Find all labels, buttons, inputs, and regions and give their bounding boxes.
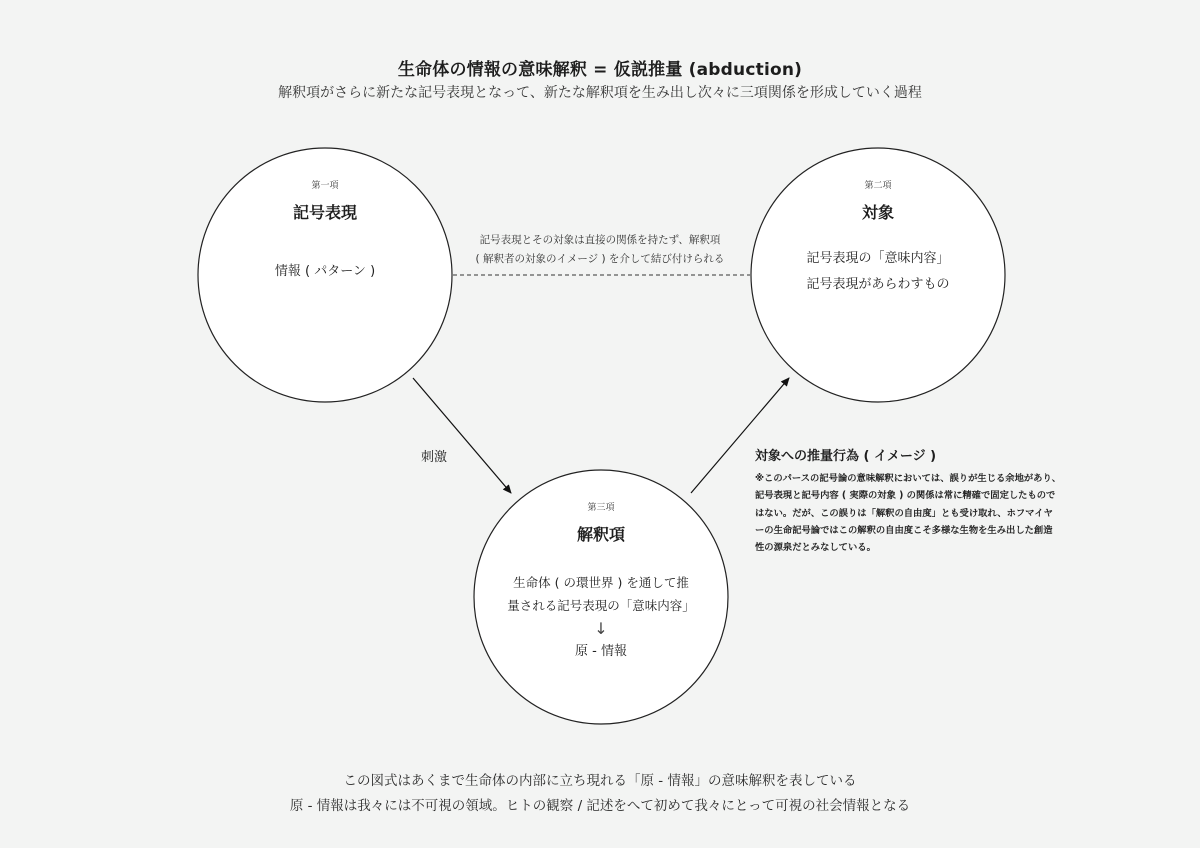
second-term-text: [778, 178, 978, 298]
third-term-number: 第三項: [587, 503, 615, 513]
third-term-body-line1: 生命体 ( の環世界 ) を通して推: [513, 575, 689, 590]
first-term-name: 記号表現: [292, 203, 357, 222]
third-term-result: 原 - 情報: [575, 644, 627, 659]
inference-note: ※このパースの記号論の意味解釈においては、誤りが生じる余地があり、 記号表現と記号内容 ( 実際の対象 ) の関係は常に精確で固定したもので はない。だが、この誤りは「解釈の自由度」とも受け取れ、ホフマイヤ ーの生命記号論ではこの解釈の自由度こそ多様な生物を生み出した創造 性の源泉だとみなしている。: [755, 473, 1062, 554]
first-term-text: [225, 178, 425, 285]
down-arrow-icon: ↓: [594, 619, 608, 638]
footer-line-2: 原 - 情報は我々には不可視の領域。ヒトの観察 / 記述をへて初めて我々にとって可視の社会情報となる: [289, 798, 911, 814]
first-second-link-line1: 記号表現とその対象は直接の関係を持たず、解釈項: [479, 234, 721, 246]
second-term-body-line1: 記号表現の「意味内容」: [806, 251, 950, 266]
first-second-link-label: [455, 231, 745, 269]
diagram-subtitle: 解釈項がさらに新たな記号表現となって、新たな解釈項を生み出し次々に三項関係を形成していく過程: [278, 85, 922, 101]
third-term-name: 解釈項: [576, 525, 625, 544]
second-term-name: 対象: [861, 203, 894, 222]
third-term-body-line2: 量される記号表現の「意味内容」: [507, 598, 695, 613]
first-term-body: 情報 ( パターン ): [274, 264, 376, 279]
first-second-link-line2: ( 解釈者の対象のイメージ ) を介して結び付けられる: [475, 253, 725, 265]
diagram-title: 生命体の情報の意味解釈 = 仮説推量 (abduction): [397, 60, 803, 80]
footer-line-1: この図式はあくまで生命体の内部に立ち現れる「原 - 情報」の意味解釈を表している: [343, 773, 857, 789]
stimulus-label: 刺激: [420, 450, 447, 465]
second-term-number: 第二項: [864, 181, 892, 191]
first-term-number: 第一項: [311, 181, 339, 191]
stimulus-arrow: [413, 378, 511, 493]
third-term-text: [491, 500, 711, 663]
inference-title: 対象への推量行為 ( イメージ ): [755, 449, 937, 464]
second-term-body-line2: 記号表現があらわすもの: [806, 277, 950, 292]
